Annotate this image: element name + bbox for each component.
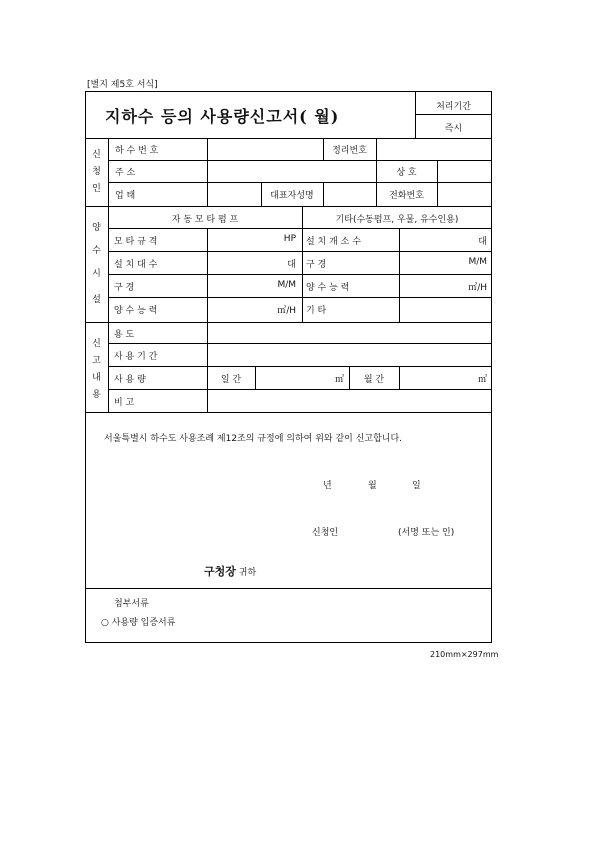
other-pump-header: 기타(수동펌프, 우물, 유수인용) [335, 215, 459, 225]
sewer-number-label: 하 수 번 호 [115, 146, 159, 156]
attachments-label: 첨부서류 [114, 599, 149, 609]
divider [85, 206, 492, 207]
monthly-unit: ㎥ [477, 375, 487, 385]
date-month: 월 [368, 481, 377, 491]
applicant-signer-label: 신청인 [312, 528, 339, 538]
phone-number-label: 전화번호 [389, 191, 424, 201]
divider [437, 160, 438, 206]
divider [415, 114, 492, 115]
applicant-section-char: 신 [92, 150, 101, 160]
divider [108, 366, 492, 367]
monthly-label: 월 간 [363, 375, 385, 385]
divider [108, 343, 492, 344]
remarks-label: 비 고 [114, 398, 135, 408]
divider [108, 389, 492, 390]
date-day: 일 [412, 481, 421, 491]
usage-purpose-label: 용 도 [114, 330, 135, 340]
representative-name-label: 대표자성명 [270, 191, 314, 201]
diameter-label: 구 경 [114, 283, 135, 293]
pumping-section-char: 시 [92, 269, 101, 279]
divider [108, 297, 492, 298]
install-count-unit: 대 [287, 260, 296, 270]
other-pump-capacity-unit: ㎥/H [468, 283, 487, 293]
usage-amount-label: 사 용 량 [114, 375, 146, 385]
daily-label: 일 간 [220, 375, 242, 385]
applicant-section-char: 인 [92, 184, 101, 194]
recipient [204, 563, 256, 579]
divider [207, 138, 208, 206]
divider [108, 138, 109, 206]
install-location-count-unit: 대 [478, 237, 487, 247]
divider [376, 138, 377, 160]
pumping-section-char: 설 [92, 295, 101, 305]
other-diameter-label: 구 경 [306, 260, 327, 270]
divider [85, 322, 492, 323]
date-year: 년 [323, 481, 332, 491]
form-title: 지하수 등의 사용량신고서( 월) [105, 107, 340, 126]
report-section-char: 내 [92, 373, 101, 383]
divider [108, 228, 492, 229]
signature-note: (서명 또는 인) [398, 528, 455, 538]
auto-motor-pump-header: 자 동 모 타 펌 프 [171, 215, 239, 225]
daily-unit: ㎥ [334, 375, 344, 385]
attachment-item: ○ 사용량 입증서류 [101, 618, 176, 628]
trade-name-label: 상 호 [396, 168, 417, 178]
report-section-char: 용 [92, 390, 101, 400]
motor-spec-label: 모 타 규 격 [114, 237, 158, 247]
processing-period-label: 처리기간 [436, 102, 471, 112]
recipient-suffix: 귀하 [238, 568, 257, 578]
report-section-char: 고 [92, 356, 101, 366]
divider [108, 274, 492, 275]
divider [108, 182, 492, 183]
recipient-name: 구청장 [204, 565, 236, 578]
other-label: 기 타 [306, 306, 327, 316]
other-pump-capacity-label: 양 수 능 력 [306, 283, 350, 293]
divider [323, 182, 324, 206]
divider [85, 138, 492, 139]
divider [108, 251, 492, 252]
pump-capacity-unit: ㎥/H [277, 306, 296, 316]
install-location-count-label: 설 치 개 소 수 [306, 237, 361, 247]
other-diameter-unit: M/M [468, 257, 487, 267]
install-count-label: 설 치 대 수 [114, 260, 158, 270]
address-label: 주 소 [115, 168, 136, 178]
report-section-char: 신 [92, 339, 101, 349]
usage-period-label: 사 용 기 간 [114, 352, 158, 362]
diameter-unit: M/M [277, 280, 296, 290]
applicant-section-char: 청 [92, 167, 101, 177]
divider [85, 588, 492, 589]
divider [207, 322, 208, 412]
divider [85, 412, 492, 413]
processing-period-value: 즉시 [444, 124, 463, 134]
pump-capacity-label: 양 수 능 력 [114, 306, 158, 316]
divider [108, 322, 109, 412]
declaration-text: 서울특별시 하수도 사용조례 제12조의 규정에 의하여 위와 같이 신고합니다. [104, 434, 403, 444]
pumping-section-char: 양 [92, 223, 101, 233]
business-type-label: 업 태 [115, 191, 136, 201]
paper-size-label: 210mm×297mm [430, 650, 499, 659]
motor-spec-unit: HP [283, 234, 296, 244]
registration-number-label: 정리번호 [332, 146, 367, 156]
divider [108, 160, 492, 161]
pumping-section-char: 수 [92, 246, 101, 256]
form-number-label: [별지 제5호 서식] [87, 80, 158, 90]
